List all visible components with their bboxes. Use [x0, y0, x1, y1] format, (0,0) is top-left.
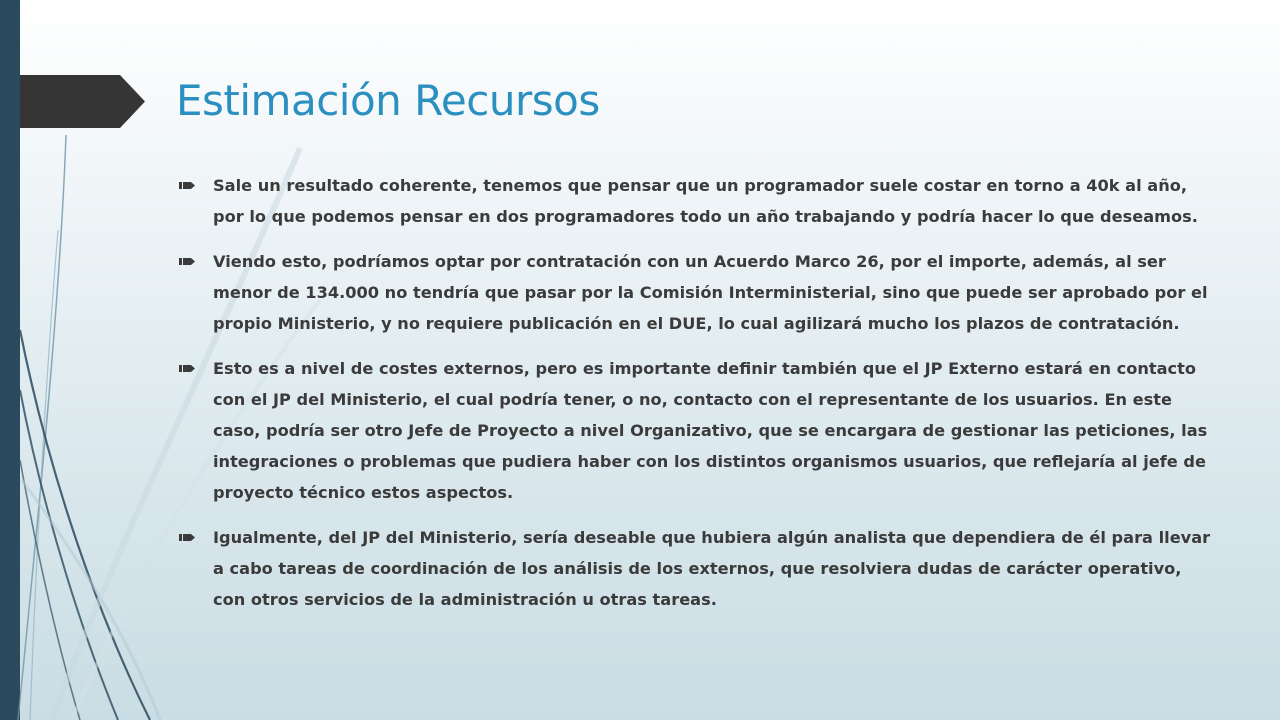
bullet-item [178, 522, 1213, 615]
bullet-text: Viendo esto, podríamos optar por contratación con un Acuerdo Marco 26, por el importe, además, al ser menor de 134.000 no tendría que pasar por la Comisión Interministerial, sino que puede ser aprobado por el propio Ministerio, y no requiere publicación en el DUE, lo cual agilizará mucho los plazos de contratación. [213, 252, 1208, 333]
bullet-text: Igualmente, del JP del Ministerio, sería deseable que hubiera algún analista que dependiera de él para llevar a cabo tareas de coordinación de los análisis de los externos, que resolviera dudas de carácter operativo, con otros servicios de la administración u otras tareas. [213, 528, 1211, 609]
pencil-icon [179, 363, 195, 374]
bullet-text: Esto es a nivel de costes externos, pero es importante definir también que el JP Externo estará en contacto con el JP del Ministerio, el cual podría tener, o no, contacto con el representante de los usuarios. En este caso, podría ser otro Jefe de Proyecto a nivel Organizativo, que se encargara de gestionar las peticiones, las integraciones o problemas que pudiera haber con los distintos organismos usuarios, que reflejaría al jefe de proyecto técnico estos aspectos. [213, 359, 1208, 502]
pencil-icon [179, 180, 195, 191]
bullet-text: Sale un resultado coherente, tenemos que pensar que un programador suele costar en torno a 40k al año, por lo que podemos pensar en dos programadores todo un año trabajando y podría hacer lo que deseamos. [213, 176, 1198, 226]
bullet-list [178, 170, 1213, 629]
pencil-icon [179, 256, 195, 267]
bullet-item [178, 353, 1213, 508]
slide-title: Estimación Recursos [176, 76, 600, 125]
bullet-item [178, 246, 1213, 339]
bullet-item [178, 170, 1213, 232]
title-arrow-shape [20, 75, 145, 128]
pencil-icon [179, 532, 195, 543]
